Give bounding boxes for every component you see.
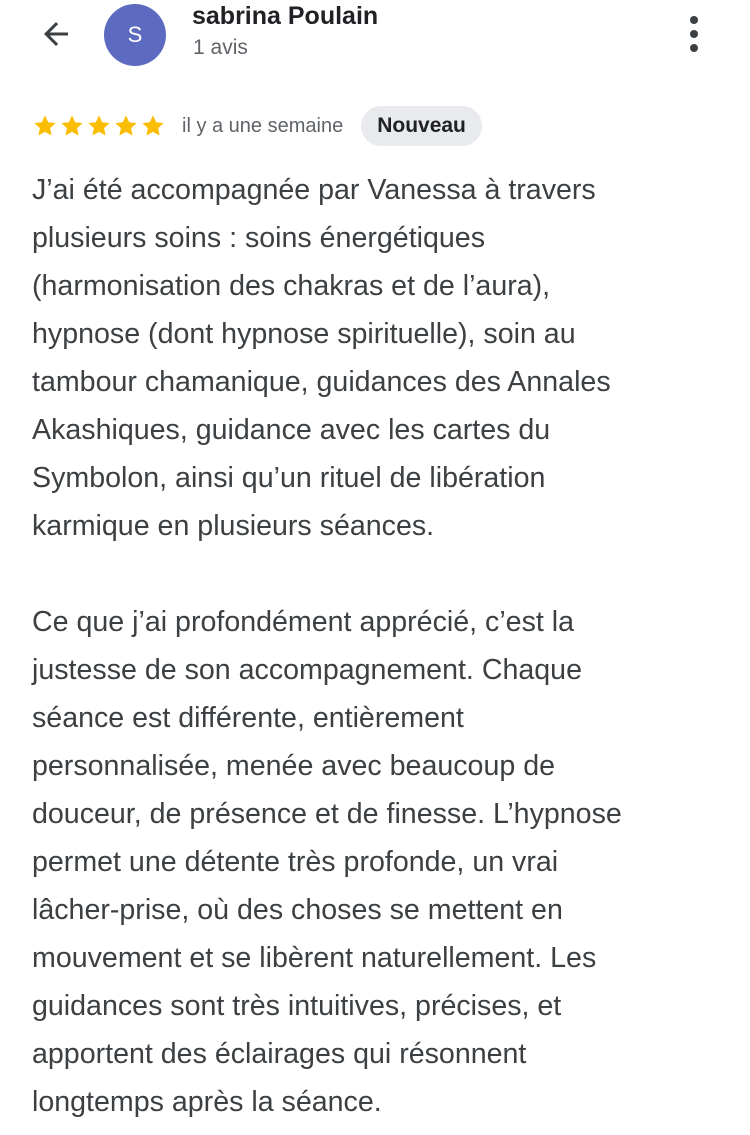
review-line: (harmonisation des chakras et de l’aura), bbox=[32, 270, 551, 302]
avatar-letter: S bbox=[127, 22, 143, 47]
review-line: karmique en plusieurs séances. bbox=[32, 510, 435, 542]
review-line: lâcher-prise, où des choses se mettent en bbox=[32, 894, 563, 926]
review-line: Akashiques, guidance avec les cartes du bbox=[32, 414, 551, 446]
reviewer-review-count: 1 avis bbox=[193, 36, 248, 59]
star-icon bbox=[140, 113, 166, 139]
review-line: douceur, de présence et de finesse. L’hypnose bbox=[32, 798, 622, 830]
arrow-left-icon bbox=[38, 16, 74, 52]
review-time: il y a une semaine bbox=[182, 114, 344, 137]
review-line: longtemps après la séance. bbox=[32, 1086, 382, 1118]
review-line: tambour chamanique, guidances des Annales bbox=[32, 366, 611, 398]
review-line: Ce que j’ai profondément apprécié, c’est la bbox=[32, 606, 575, 638]
review-line: Symbolon, ainsi qu’un rituel de libération bbox=[32, 462, 546, 494]
review-line: hypnose (dont hypnose spirituelle), soin au bbox=[32, 318, 576, 350]
star-icon bbox=[113, 113, 139, 139]
star-rating bbox=[32, 113, 166, 139]
avatar[interactable] bbox=[104, 4, 166, 66]
back-button[interactable] bbox=[30, 12, 82, 56]
review-line: séance est différente, entièrement bbox=[32, 702, 464, 734]
reviewer-name[interactable]: sabrina Poulain bbox=[192, 2, 379, 30]
review-text bbox=[32, 166, 722, 1135]
new-badge: Nouveau bbox=[361, 106, 482, 146]
review-line: personnalisée, menée avec beaucoup de bbox=[32, 750, 556, 782]
review-header bbox=[0, 0, 750, 90]
star-icon bbox=[86, 113, 112, 139]
review-line: mouvement et se libèrent naturellement. Les bbox=[32, 942, 597, 974]
review-line: permet une détente très profonde, un vrai bbox=[32, 846, 559, 878]
review-line: apportent des éclairages qui résonnent bbox=[32, 1038, 527, 1070]
review-line: J’ai été accompagnée par Vanessa à travers bbox=[32, 174, 596, 206]
review-line: plusieurs soins : soins énergétiques bbox=[32, 222, 485, 254]
more-options-button[interactable] bbox=[672, 10, 716, 58]
star-icon bbox=[32, 113, 58, 139]
review-line: justesse de son accompagnement. Chaque bbox=[32, 654, 582, 686]
rating-row bbox=[32, 105, 482, 147]
star-icon bbox=[59, 113, 85, 139]
review-line: guidances sont très intuitives, précises, et bbox=[32, 990, 562, 1022]
more-vert-icon bbox=[688, 14, 700, 54]
review-paragraph-1 bbox=[32, 166, 722, 550]
review-paragraph-2 bbox=[32, 598, 722, 1126]
